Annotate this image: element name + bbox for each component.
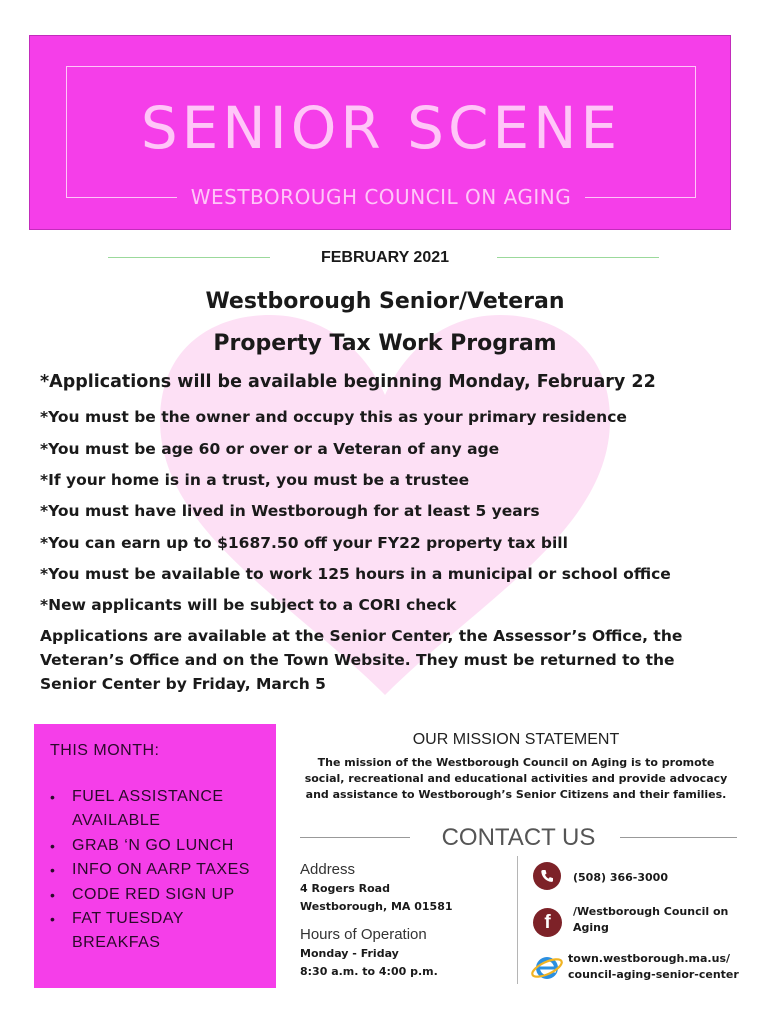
this-month-title: THIS MONTH: <box>50 742 160 759</box>
facebook-line-2[interactable]: Aging <box>573 921 609 934</box>
mission-text: The mission of the Westborough Council on Aging is to promote social, recreational and educational activities and provide advocacy and assistance to Westborough’s Senior Citizens and their families. <box>304 756 728 801</box>
requirement-item: *If your home is in a trust, you must be a trustee <box>40 471 470 489</box>
date-divider-right <box>497 257 659 258</box>
list-item: • GRAB ‘N GO LUNCH <box>50 834 270 858</box>
list-item: • INFO ON AARP TAXES <box>50 858 270 882</box>
issue-date: FEBRUARY 2021 <box>320 249 450 266</box>
facebook-line-1[interactable]: /Westborough Council on <box>573 905 729 918</box>
requirement-item: *You must have lived in Westborough for at least 5 years <box>40 502 540 520</box>
hours-label: Hours of Operation <box>300 926 427 943</box>
mission-title: OUR MISSION STATEMENT <box>412 731 620 748</box>
newsletter-title: SENIOR SCENE <box>140 94 622 162</box>
newsletter-subtitle: WESTBOROUGH COUNCIL ON AGING <box>177 182 586 212</box>
phone-number[interactable]: (508) 366-3000 <box>573 871 668 884</box>
application-availability: *Applications will be available beginning Monday, February 22 <box>40 372 656 392</box>
address-label: Address <box>300 861 356 878</box>
facebook-icon[interactable]: f <box>533 908 562 937</box>
article-title-line-1: Westborough Senior/Veteran <box>205 289 565 314</box>
website-line-2[interactable]: council-aging-senior-center <box>568 968 739 981</box>
internet-explorer-icon[interactable] <box>530 953 564 983</box>
address-line-2: Westborough, MA 01581 <box>300 900 453 913</box>
phone-icon <box>533 862 561 890</box>
requirement-item: *You must be age 60 or over or a Veteran of any age <box>40 440 500 458</box>
article-title-line-2: Property Tax Work Program <box>213 331 557 356</box>
this-month-list <box>50 785 270 956</box>
requirement-item: *New applicants will be subject to a CORI check <box>40 596 457 614</box>
contact-heading-row <box>300 822 737 854</box>
masthead-banner <box>29 35 731 230</box>
requirement-item: *You must be the owner and occupy this as your primary residence <box>40 408 627 426</box>
issue-date-row <box>0 246 770 270</box>
requirement-item: *You must be available to work 125 hours in a municipal or school office <box>40 565 671 583</box>
list-item: • CODE RED SIGN UP <box>50 883 270 907</box>
contact-divider-vertical <box>517 856 518 984</box>
this-month-box <box>34 724 276 988</box>
requirement-item: *You can earn up to $1687.50 off your FY22 property tax bill <box>40 534 568 552</box>
list-item: • FUEL ASSISTANCE AVAILABLE <box>50 785 270 834</box>
website-line-1[interactable]: town.westborough.ma.us/ <box>568 952 731 965</box>
contact-title: CONTACT US <box>441 824 596 851</box>
address-line-1: 4 Rogers Road <box>300 882 390 895</box>
list-item: • FAT TUESDAY BREAKFAS <box>50 907 270 956</box>
hours-time: 8:30 a.m. to 4:00 p.m. <box>300 965 438 978</box>
hours-days: Monday - Friday <box>300 947 399 960</box>
contact-divider-right <box>620 837 737 838</box>
applications-info: Applications are available at the Senior Center, the Assessor’s Office, the Veteran’s Office and on the Town Website. They must be returned to the Senior Center by Friday, March 5 <box>40 627 683 693</box>
